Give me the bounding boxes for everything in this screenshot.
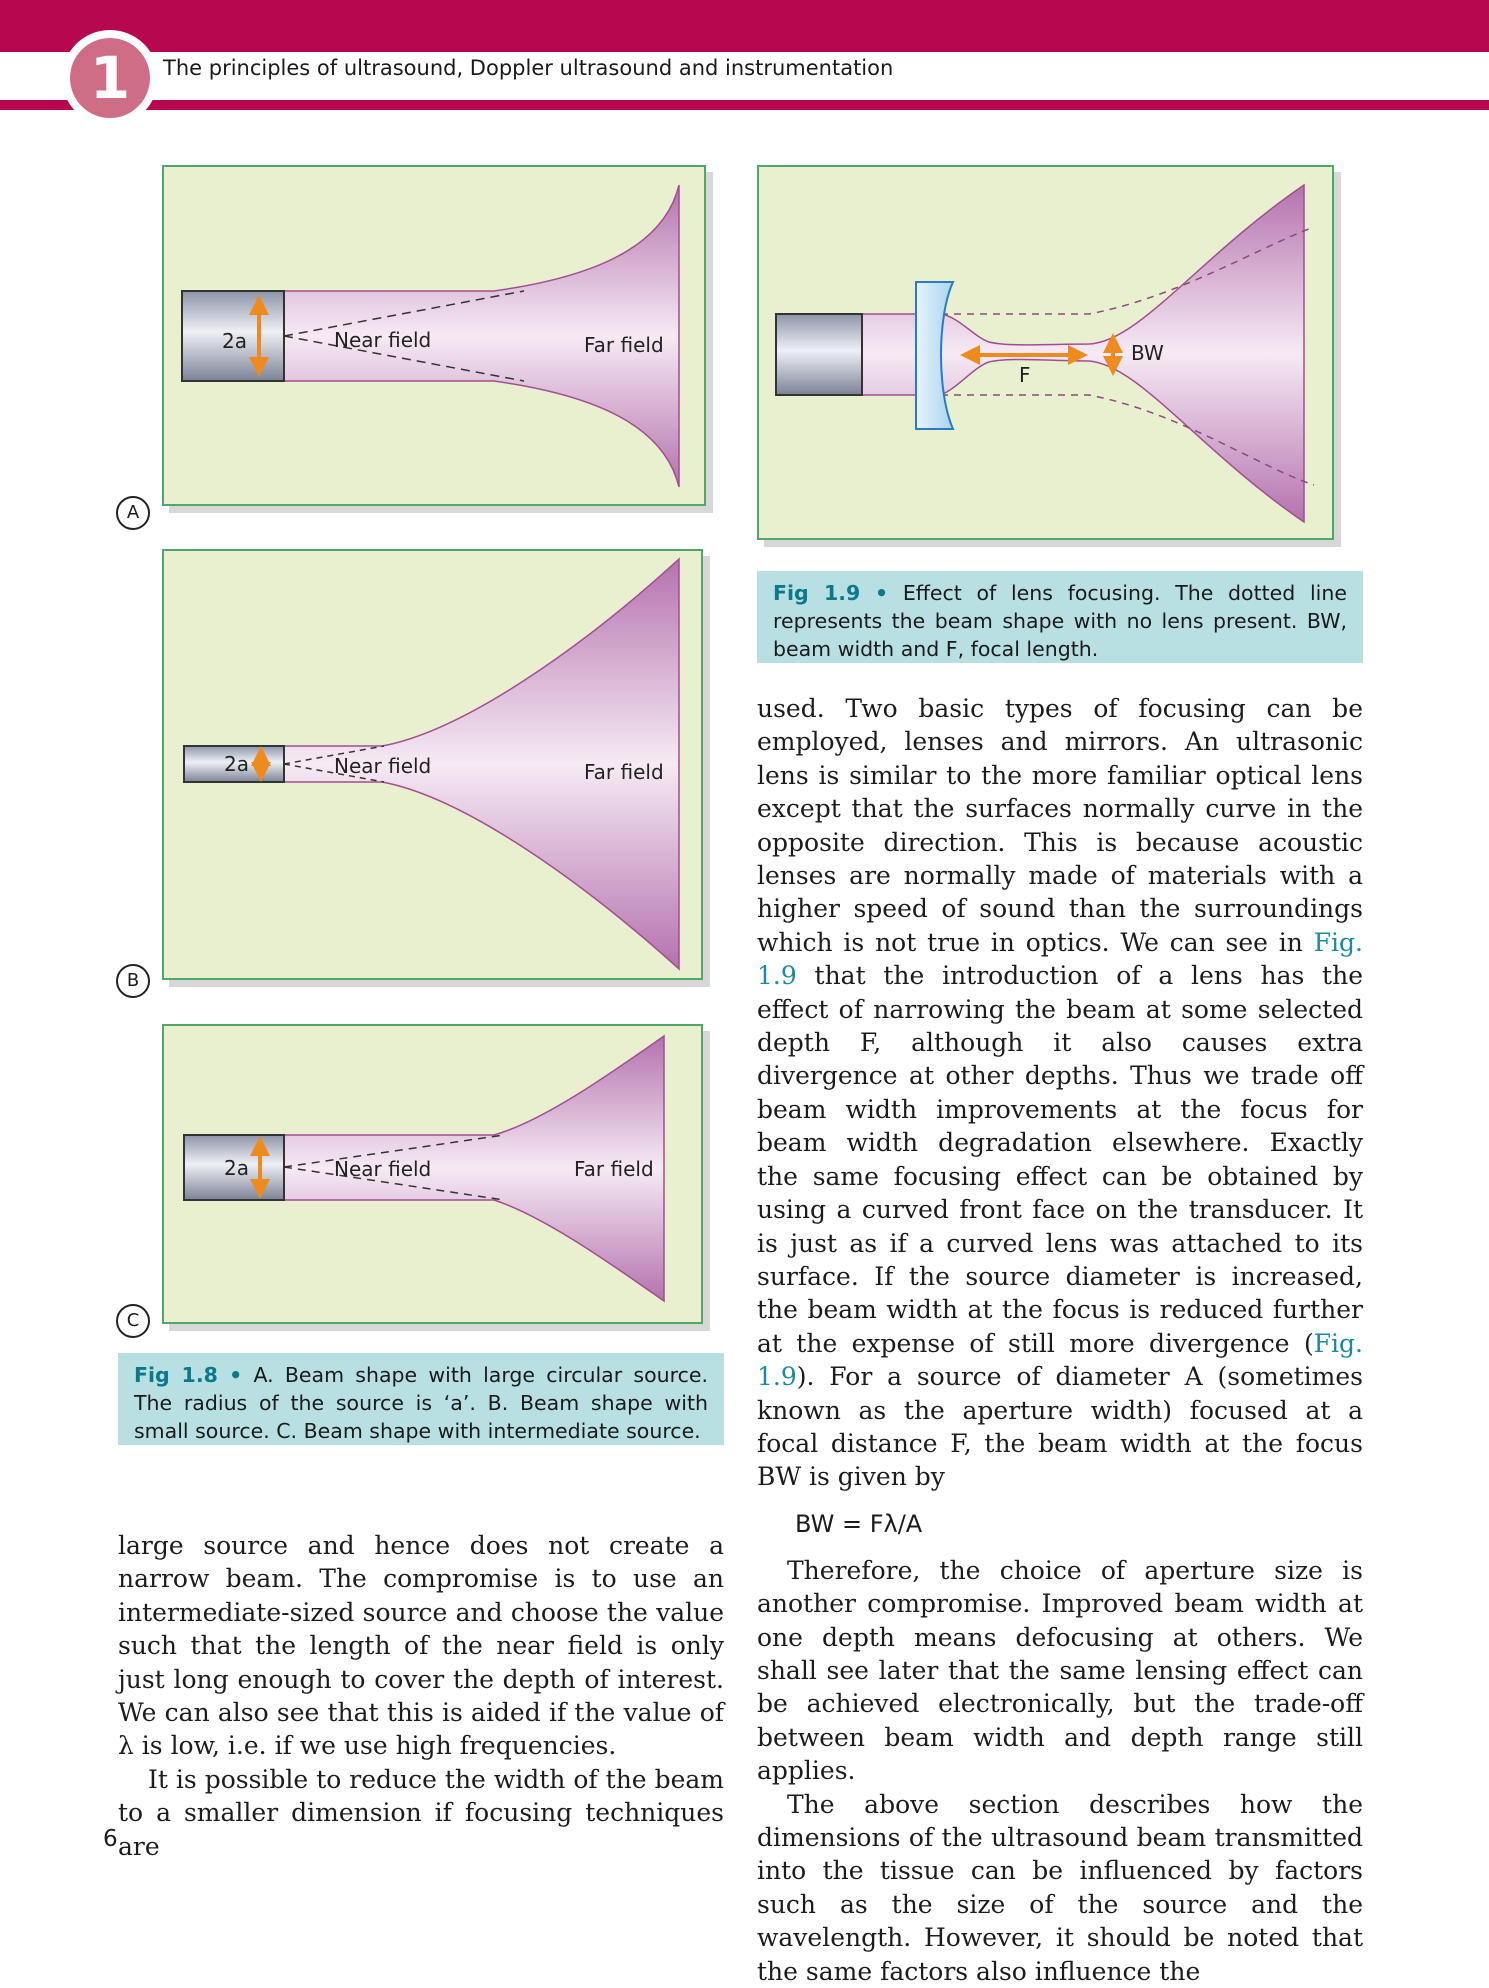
far-field-label: Far field bbox=[574, 1157, 654, 1181]
caption-bullet: • bbox=[229, 1363, 243, 1387]
caption-text: A. Beam shape with large circular source. The radius of the source is ‘a’. B. Beam shape with small source. C. Beam shape with intermediate source. bbox=[134, 1363, 708, 1443]
panel-letter-b: B bbox=[116, 964, 150, 998]
beam-diagram-a bbox=[164, 167, 704, 504]
fig-1-9-caption bbox=[757, 571, 1363, 663]
text-run: that the introduction of a lens has the effect of narrowing the beam at some selected depth F, although it also causes extra divergence at other depths. Thus we trade off beam width improvements at the focus for beam width degradation elsewhere. Exactly the same focusing effect can be obtained by using a curved front face on the transducer. It is just as if a curved lens was attached to its surface. If the source diameter is increased, the beam width at the focus is reduced further at the expense of still more divergence ( bbox=[757, 961, 1363, 1358]
body-paragraph: The above section describes how the dimensions of the ultrasound beam transmitted into the tissue can be influenced by factors such as the size of the source and the wavelength. However, it should be noted that the same factors also influence the bbox=[757, 1789, 1363, 1986]
panel-letter-a: A bbox=[116, 496, 150, 530]
fig-1-8-panel-a bbox=[162, 165, 706, 506]
beam-diagram-c bbox=[164, 1026, 701, 1322]
caption-bullet: • bbox=[875, 581, 889, 605]
fig-1-8-caption bbox=[118, 1353, 724, 1445]
transducer-source bbox=[776, 314, 862, 395]
source-size-label: 2a bbox=[224, 752, 249, 776]
text-run: ). For a source of diameter A (sometimes known as the aperture width) focused at a focal distance F, the beam width at the focus BW is given by bbox=[757, 1362, 1363, 1492]
fig-1-8-panel-c bbox=[162, 1024, 703, 1324]
beam-diagram-b bbox=[164, 551, 701, 978]
body-paragraph: Therefore, the choice of aperture size is another compromise. Improved beam width at one depth means defocusing at others. We shall see later that the same lensing effect can be achieved electronically, but the trade-off between beam width and depth range still applies. bbox=[757, 1555, 1363, 1786]
caption-label: Fig 1.8 bbox=[134, 1363, 218, 1387]
body-paragraph: It is possible to reduce the width of the beam to a smaller dimension if focusing techniques are bbox=[118, 1764, 724, 1861]
header-bar bbox=[0, 0, 1489, 52]
figure-reference-link[interactable]: Fig. 1.9 bbox=[757, 1328, 1363, 1392]
lens-focusing-diagram bbox=[759, 167, 1332, 538]
header-rule bbox=[0, 100, 1489, 110]
right-column-text bbox=[757, 692, 1363, 1988]
page-number: 6 bbox=[103, 1826, 118, 1852]
focal-length-label: F bbox=[1019, 363, 1031, 387]
fig-1-8-panel-b bbox=[162, 549, 703, 980]
far-field-label: Far field bbox=[584, 333, 664, 357]
left-column-text bbox=[118, 1529, 724, 1863]
text-run: used. Two basic types of focusing can be employed, lenses and mirrors. An ultrasonic lens is similar to the more familiar optical lens except that the surfaces normally curve in the opposite direction. This is because acoustic lenses are normally made of materials with a higher speed of sound than the surroundings which is not true in optics. We can see in bbox=[757, 694, 1363, 957]
near-field-label: Near field bbox=[334, 1157, 432, 1181]
beam-width-label: BW bbox=[1131, 341, 1164, 365]
chapter-badge bbox=[62, 30, 158, 126]
beam-width-equation: BW = Fλ/A bbox=[795, 1509, 923, 1538]
source-size-label: 2a bbox=[222, 329, 247, 353]
caption-text: Effect of lens focusing. The dotted line represents the beam shape with no lens present. BW, beam width and F, focal length. bbox=[773, 581, 1347, 661]
figure-reference-link[interactable]: Fig. 1.9 bbox=[757, 927, 1363, 991]
panel-letter-c: C bbox=[116, 1304, 150, 1338]
running-title: The principles of ultrasound, Doppler ultrasound and instrumentation bbox=[163, 56, 894, 80]
near-field-label: Near field bbox=[334, 754, 432, 778]
body-paragraph bbox=[757, 692, 1363, 1494]
body-paragraph: large source and hence does not create a narrow beam. The compromise is to use an intermediate-sized source and choose the value such that the length of the near field is only just long enough to cover the depth of interest. We can also see that this is aided if the value of λ is low, i.e. if we use high frequencies. bbox=[118, 1531, 724, 1761]
far-field-label: Far field bbox=[584, 760, 664, 784]
fig-1-9-panel bbox=[757, 165, 1334, 540]
caption-label: Fig 1.9 bbox=[773, 581, 861, 605]
near-field-label: Near field bbox=[334, 328, 432, 352]
chapter-number: 1 bbox=[70, 38, 150, 118]
source-size-label: 2a bbox=[224, 1156, 249, 1180]
